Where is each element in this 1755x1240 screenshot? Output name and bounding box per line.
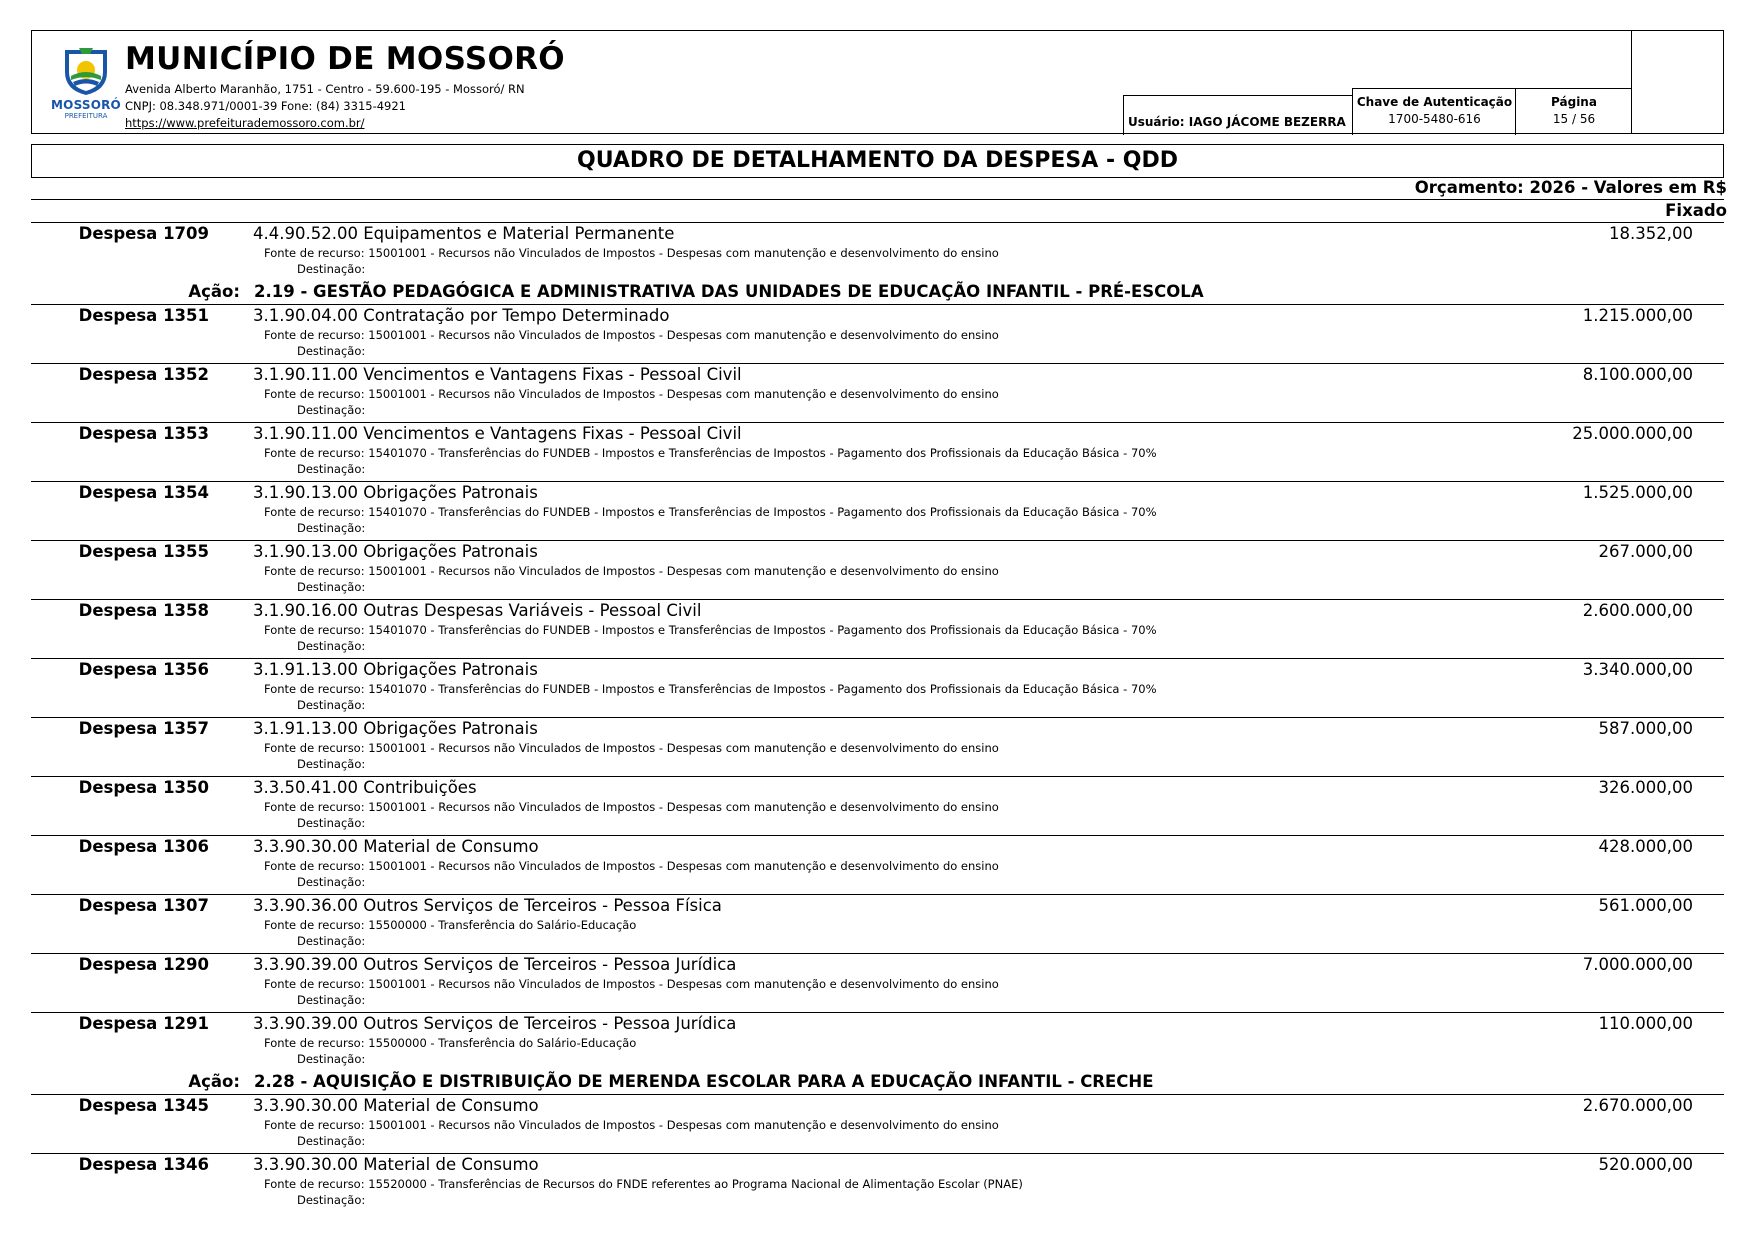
expense-description: 3.1.90.11.00 Vencimentos e Vantagens Fixas - Pessoal Civil	[253, 365, 742, 384]
expense-value: 267.000,00	[1598, 542, 1693, 561]
page-value: 15 / 56	[1552, 112, 1596, 126]
auth-key-label: Chave de Autenticação	[1356, 95, 1513, 109]
municipality-logo	[41, 46, 131, 126]
expense-description: 3.3.90.30.00 Material de Consumo	[253, 1096, 539, 1115]
expense-value: 2.670.000,00	[1582, 1096, 1693, 1115]
expense-row	[31, 599, 1724, 658]
expense-description: 3.1.90.11.00 Vencimentos e Vantagens Fixas - Pessoal Civil	[253, 424, 742, 443]
expense-number: Despesa 1291	[78, 1014, 209, 1033]
expense-number: Despesa 1357	[78, 719, 209, 738]
expense-destination: Destinação:	[297, 875, 366, 889]
expense-funding-source: Fonte de recurso: 15001001 - Recursos não Vinculados de Impostos - Despesas com manutenção e desenvolvimento do ensino	[264, 246, 999, 260]
expense-value: 25.000.000,00	[1572, 424, 1693, 443]
expense-row	[31, 222, 1724, 281]
auth-key-box	[1352, 88, 1516, 135]
expense-value: 1.215.000,00	[1582, 306, 1693, 325]
expense-number: Despesa 1345	[78, 1096, 209, 1115]
expense-funding-source: Fonte de recurso: 15001001 - Recursos não Vinculados de Impostos - Despesas com manutenção e desenvolvimento do ensino	[264, 800, 999, 814]
coat-of-arms-icon	[57, 46, 115, 96]
expense-destination: Destinação:	[297, 639, 366, 653]
expense-number: Despesa 1355	[78, 542, 209, 561]
expense-description: 3.3.90.39.00 Outros Serviços de Terceiros - Pessoa Jurídica	[253, 1014, 737, 1033]
acao-title: 2.28 - AQUISIÇÃO E DISTRIBUIÇÃO DE MERENDA ESCOLAR PARA A EDUCAÇÃO INFANTIL - CRECHE	[254, 1072, 1154, 1091]
expense-number: Despesa 1306	[78, 837, 209, 856]
expense-destination: Destinação:	[297, 934, 366, 948]
budget-label: Orçamento: 2026 - Valores em R$	[1414, 178, 1727, 197]
expense-value: 520.000,00	[1598, 1155, 1693, 1174]
expense-number: Despesa 1709	[78, 224, 209, 243]
expense-destination: Destinação:	[297, 1193, 366, 1207]
municipality-cnpj-phone: CNPJ: 08.348.971/0001-39 Fone: (84) 3315-4921	[125, 99, 406, 113]
expense-description: 3.1.90.04.00 Contratação por Tempo Determinado	[253, 306, 670, 325]
expense-number: Despesa 1290	[78, 955, 209, 974]
expense-description: 4.4.90.52.00 Equipamentos e Material Permanente	[253, 224, 675, 243]
expense-destination: Destinação:	[297, 403, 366, 417]
expense-destination: Destinação:	[297, 993, 366, 1007]
expense-number: Despesa 1353	[78, 424, 209, 443]
expense-number: Despesa 1351	[78, 306, 209, 325]
municipality-website-link[interactable]: https://www.prefeiturademossoro.com.br/	[125, 116, 365, 130]
expense-destination: Destinação:	[297, 344, 366, 358]
expense-destination: Destinação:	[297, 262, 366, 276]
expense-description: 3.3.50.41.00 Contribuições	[253, 778, 477, 797]
acao-label: Ação:	[188, 282, 240, 301]
expense-value: 110.000,00	[1598, 1014, 1693, 1033]
expense-funding-source: Fonte de recurso: 15001001 - Recursos não Vinculados de Impostos - Despesas com manutenção e desenvolvimento do ensino	[264, 564, 999, 578]
expense-destination: Destinação:	[297, 1052, 366, 1066]
expense-value: 2.600.000,00	[1582, 601, 1693, 620]
expense-number: Despesa 1307	[78, 896, 209, 915]
expense-description: 3.1.91.13.00 Obrigações Patronais	[253, 660, 538, 679]
expense-destination: Destinação:	[297, 521, 366, 535]
expense-funding-source: Fonte de recurso: 15401070 - Transferências do FUNDEB - Impostos e Transferências de Impostos - Pagamento dos Profissionais da Educação Básica - 70%	[264, 682, 1157, 696]
expense-description: 3.3.90.36.00 Outros Serviços de Terceiros - Pessoa Física	[253, 896, 722, 915]
acao-label: Ação:	[188, 1072, 240, 1091]
expense-value: 326.000,00	[1598, 778, 1693, 797]
expense-row	[31, 422, 1724, 481]
expense-row	[31, 540, 1724, 599]
expense-funding-source: Fonte de recurso: 15001001 - Recursos não Vinculados de Impostos - Despesas com manutenção e desenvolvimento do ensino	[264, 387, 999, 401]
expense-funding-source: Fonte de recurso: 15500000 - Transferência do Salário-Educação	[264, 1036, 637, 1050]
expense-funding-source: Fonte de recurso: 15401070 - Transferências do FUNDEB - Impostos e Transferências de Impostos - Pagamento dos Profissionais da Educação Básica - 70%	[264, 623, 1157, 637]
expense-destination: Destinação:	[297, 580, 366, 594]
user-box: Usuário: IAGO JÁCOME BEZERRA	[1123, 95, 1353, 135]
expense-value: 8.100.000,00	[1582, 365, 1693, 384]
expense-description: 3.3.90.30.00 Material de Consumo	[253, 837, 539, 856]
expense-row	[31, 304, 1724, 363]
expense-funding-source: Fonte de recurso: 15001001 - Recursos não Vinculados de Impostos - Despesas com manutenção e desenvolvimento do ensino	[264, 328, 999, 342]
expense-value: 7.000.000,00	[1582, 955, 1693, 974]
expense-funding-source: Fonte de recurso: 15500000 - Transferência do Salário-Educação	[264, 918, 637, 932]
expense-row	[31, 1012, 1724, 1071]
acao-title: 2.19 - GESTÃO PEDAGÓGICA E ADMINISTRATIVA DAS UNIDADES DE EDUCAÇÃO INFANTIL - PRÉ-ESCOLA	[254, 282, 1204, 301]
expense-value: 561.000,00	[1598, 896, 1693, 915]
page-box	[1515, 88, 1632, 135]
expense-number: Despesa 1354	[78, 483, 209, 502]
expense-number: Despesa 1350	[78, 778, 209, 797]
expense-row	[31, 953, 1724, 1012]
expense-destination: Destinação:	[297, 698, 366, 712]
acao-row	[0, 281, 1755, 304]
expense-row	[31, 1094, 1724, 1153]
expense-value: 587.000,00	[1598, 719, 1693, 738]
expense-funding-source: Fonte de recurso: 15001001 - Recursos não Vinculados de Impostos - Despesas com manutenção e desenvolvimento do ensino	[264, 1118, 999, 1132]
column-header-fixado: Fixado	[1665, 201, 1727, 220]
expense-row	[31, 363, 1724, 422]
expense-destination: Destinação:	[297, 816, 366, 830]
expense-value: 3.340.000,00	[1582, 660, 1693, 679]
expense-destination: Destinação:	[297, 1134, 366, 1148]
auth-key-value: 1700-5480-616	[1388, 112, 1481, 126]
report-title: QUADRO DE DETALHAMENTO DA DESPESA - QDD	[31, 144, 1724, 178]
expense-row	[31, 717, 1724, 776]
expense-row	[31, 481, 1724, 540]
expense-row	[31, 1153, 1724, 1212]
expense-description: 3.1.90.16.00 Outras Despesas Variáveis - Pessoal Civil	[253, 601, 702, 620]
acao-row	[0, 1071, 1755, 1094]
expense-row	[31, 894, 1724, 953]
expense-funding-source: Fonte de recurso: 15401070 - Transferências do FUNDEB - Impostos e Transferências de Impostos - Pagamento dos Profissionais da Educação Básica - 70%	[264, 505, 1157, 519]
expense-funding-source: Fonte de recurso: 15001001 - Recursos não Vinculados de Impostos - Despesas com manutenção e desenvolvimento do ensino	[264, 977, 999, 991]
report-header	[31, 30, 1724, 134]
expense-description: 3.3.90.30.00 Material de Consumo	[253, 1155, 539, 1174]
expense-funding-source: Fonte de recurso: 15001001 - Recursos não Vinculados de Impostos - Despesas com manutenção e desenvolvimento do ensino	[264, 741, 999, 755]
expense-list	[0, 222, 1755, 1212]
expense-funding-source: Fonte de recurso: 15520000 - Transferências de Recursos do FNDE referentes ao Programa Nacional de Alimentação Escolar (PNAE)	[264, 1177, 1023, 1191]
expense-value: 428.000,00	[1598, 837, 1693, 856]
expense-number: Despesa 1352	[78, 365, 209, 384]
expense-description: 3.1.90.13.00 Obrigações Patronais	[253, 483, 538, 502]
expense-destination: Destinação:	[297, 757, 366, 771]
expense-description: 3.1.91.13.00 Obrigações Patronais	[253, 719, 538, 738]
header-blank-box	[1631, 31, 1725, 133]
expense-number: Despesa 1346	[78, 1155, 209, 1174]
page-label: Página	[1551, 95, 1597, 109]
expense-funding-source: Fonte de recurso: 15001001 - Recursos não Vinculados de Impostos - Despesas com manutenção e desenvolvimento do ensino	[264, 859, 999, 873]
expense-description: 3.1.90.13.00 Obrigações Patronais	[253, 542, 538, 561]
municipality-address: Avenida Alberto Maranhão, 1751 - Centro - 59.600-195 - Mossoró/ RN	[125, 82, 525, 96]
expense-value: 1.525.000,00	[1582, 483, 1693, 502]
expense-description: 3.3.90.39.00 Outros Serviços de Terceiros - Pessoa Jurídica	[253, 955, 737, 974]
expense-row	[31, 776, 1724, 835]
expense-number: Despesa 1358	[78, 601, 209, 620]
municipality-title: MUNICÍPIO DE MOSSORÓ	[125, 41, 565, 77]
expense-funding-source: Fonte de recurso: 15401070 - Transferências do FUNDEB - Impostos e Transferências de Impostos - Pagamento dos Profissionais da Educação Básica - 70%	[264, 446, 1157, 460]
expense-value: 18.352,00	[1609, 224, 1693, 243]
header-divider	[31, 199, 1724, 200]
logo-wordmark: MOSSORÓ	[51, 98, 121, 112]
expense-row	[31, 835, 1724, 894]
expense-number: Despesa 1356	[78, 660, 209, 679]
expense-destination: Destinação:	[297, 462, 366, 476]
logo-subtitle: PREFEITURA	[64, 112, 108, 120]
expense-row	[31, 658, 1724, 717]
